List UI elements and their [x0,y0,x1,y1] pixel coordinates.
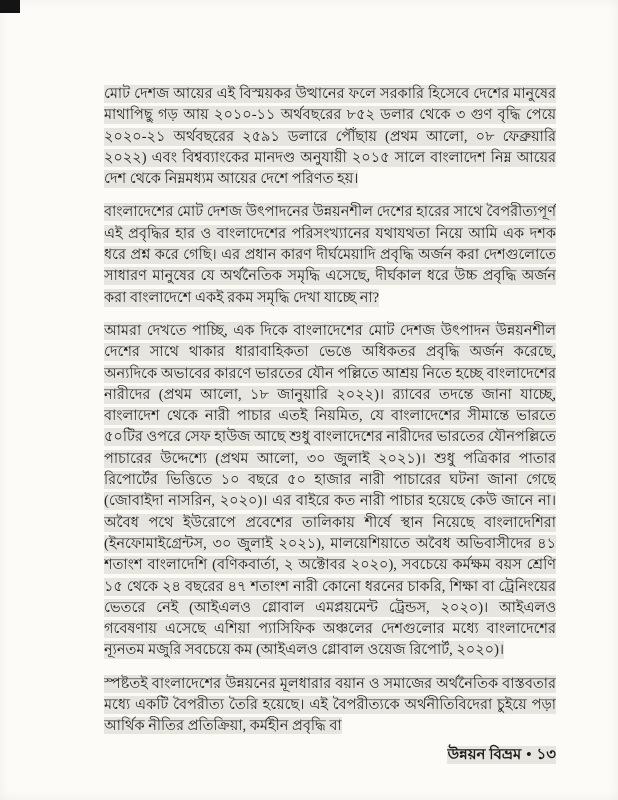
running-title: উন্নয়ন বিভ্রম [447,747,522,763]
page-number: ১৩ [536,747,556,763]
paragraph-text: বাংলাদেশের মোট দেশজ উৎপাদনের উন্নয়নশীল দেশের হারের সাথে বৈপরীত্যপূর্ণ এই প্রবৃদ্ধির হার ও বাংলাদেশের পরিসংখ্যানের যথাযথতা নিয়ে আমি এক দশক ধরে প্রশ্ন করে গেছি। এর প্রধান কারণ দীর্ঘমেয়াদি প্রবৃদ্ধি অর্জন করা দেশগুলোতে সাধারণ মানুষের যে অর্থনৈতিক সমৃদ্ধি এসেছে, দীর্ঘকাল ধরে উচ্চ প্রবৃদ্ধি অর্জন করা বাংলাদেশে একই রকম সমৃদ্ধি দেখা যাচ্ছে না? [104,204,556,306]
paragraph [104,202,556,308]
scan-corner-artifact [0,0,20,13]
paragraph-text: আমরা দেখতে পাচ্ছি, এক দিকে বাংলাদেশের মোট দেশজ উৎপাদন উন্নয়নশীল দেশের সাথে থাকার ধারাবাহিকতা ভেঙে অধিকতর প্রবৃদ্ধি অর্জন করেছে, অন্যদিকে অভাবের কারণে ভারতের যৌন পল্লিতে আশ্রয় নিতে হচ্ছে বাংলাদেশের নারীদের (প্রথম আলো, ১৮ জানুয়ারি ২০২২)। র‍্যাবের তদন্তে জানা যাচ্ছে, বাংলাদেশ থেকে নারী পাচার এতই নিয়মিত, যে বাংলাদেশের সীমান্তে ভারতে ৫০টির ওপরে সেফ হাউজ আছে শুধু বাংলাদেশের নারীদের ভারতের যৌনপল্লিতে পাচারের উদ্দেশ্যে (প্রথম আলো, ৩০ জুলাই ২০২১)। শুধু পত্রিকার পাতার রিপোর্টের ভিত্তিতে ১০ বছরে ৫০ হাজার নারী পাচারের ঘটনা জানা গেছে (জোবাইদা নাসরিন, ২০২০)। এর বাইরে কত নারী পাচার হয়েছে কেউ জানে না। অবৈধ পথে ইউরোপে প্রবেশের তালিকায় শীর্ষে স্থান নিয়েছে বাংলাদেশিরা (ইনফোমাইগ্রেন্টস, ৩০ জুলাই ২০২১), মালয়েশিয়াতে অবৈধ অভিবাসীদের ৪১ শতাংশ বাংলাদেশি (বণিকবার্তা, ২ অক্টোবর ২০২০), সবচেয়ে কর্মক্ষম বয়স শ্রেণি ১৫ থেকে ২৪ বছরের ৪৭ শতাংশ নারী কোনো ধরনের চাকরি, শিক্ষা বা ট্রেনিংয়ের ভেতরে নেই (আইএলও গ্লোবাল এমপ্লয়মেন্ট ট্রেন্ডস, ২০২০)। আইএলও গবেষণায় এসেছে এশিয়া প্যাসিফিক অঞ্চলের দেশগুলোর মধ্যে বাংলাদেশের ন্যূনতম মজুরি সবচেয়ে কম (আইএলও গ্লোবাল ওয়েজ রিপোর্ট, ২০২০)। [104,322,556,659]
paragraph [104,321,556,662]
body-text [104,84,556,734]
paragraph [104,84,556,190]
paragraph-text: স্পষ্টতই বাংলাদেশের উন্নয়নের মূলধারার বয়ান ও সমাজের অর্থনৈতিক বাস্তবতার মধ্যে একটি বৈপরীত্য তৈরি হয়েছে। এই বৈপরীত্যকে অর্থনীতিবিদেরা চুইয়ে পড়া আর্থিক নীতির প্রতিক্রিয়া, কর্মহীন প্রবৃদ্ধি বা [104,675,556,734]
footer-text [447,746,556,764]
page-footer [447,743,556,768]
footer-bullet: • [526,747,532,763]
paragraph-text: মোট দেশজ আয়ের এই বিস্ময়কর উত্থানের ফলে সরকারি হিসেবে দেশের মানুষের মাথাপিছু গড় আয় ২০১০-১১ অর্থবছরের ৮৫২ ডলার থেকে ৩ গুণ বৃদ্ধি পেয়ে ২০২০-২১ অর্থবছরের ২৫৯১ ডলারে পৌঁছায় (প্রথম আলো, ০৮ ফেব্রুয়ারি ২০২২) এবং বিশ্বব্যাংকের মানদণ্ড অনুযায়ী ২০১৫ সালে বাংলাদেশ নিম্ন আয়ের দেশ থেকে নিম্নমধ্যম আয়ের দেশে পরিণত হয়। [104,86,556,188]
paragraph [104,674,556,734]
